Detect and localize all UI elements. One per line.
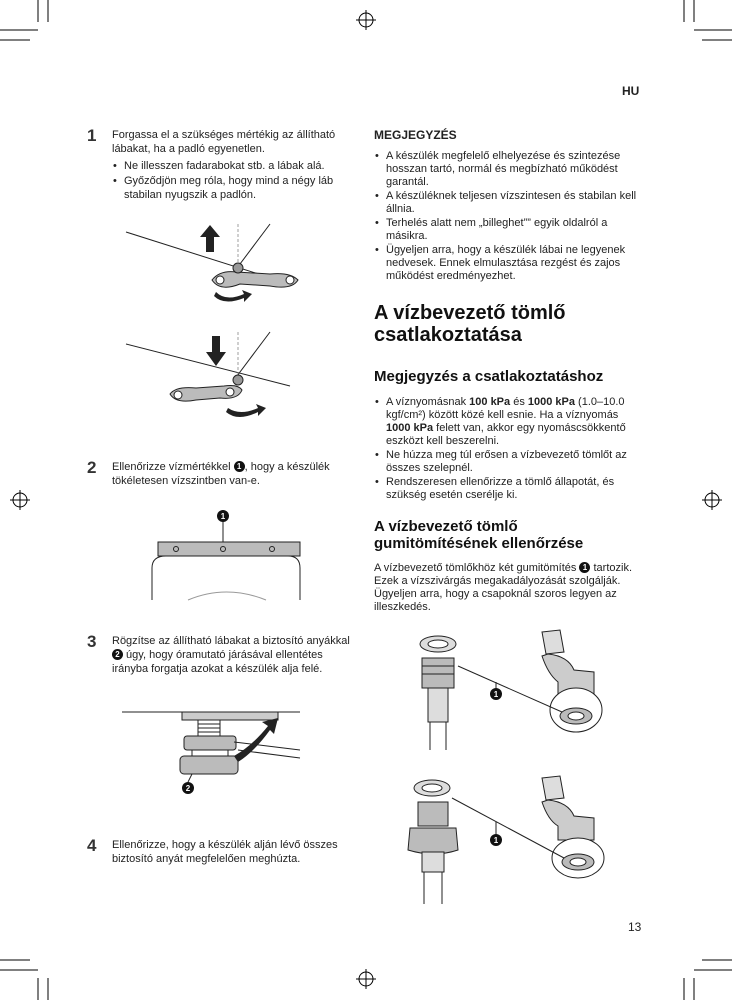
step-1-number: 1	[87, 126, 97, 145]
step-2-text-start: Ellenőrizze vízmértékkel	[112, 461, 234, 473]
text-part: felett van, akkor egy nyomáscsökkentő eszközt kell beszerelni.	[386, 422, 626, 447]
text-part: és	[510, 396, 528, 408]
hose-gasket-illustration-2	[398, 774, 638, 904]
connection-bullets-block	[374, 395, 644, 503]
figure-marker-1: 1	[493, 836, 499, 845]
step-3-text-end: úgy, hogy óramutató járásával ellentétes irányba forgatja azokat a készülék alja felé.	[112, 649, 323, 675]
step-2-text	[112, 460, 357, 488]
gasket-paragraph	[374, 562, 644, 614]
step-3-text	[112, 634, 357, 676]
step-4-text: Ellenőrizze, hogy a készülék alján lévő összes biztosító anyát megfelelően meghúzta.	[112, 839, 338, 865]
marker-1-badge: 1	[234, 461, 245, 472]
spirit-level-illustration	[148, 508, 308, 600]
marker-1-badge: 1	[579, 562, 590, 573]
step-4-number: 4	[87, 836, 97, 855]
list-item: • A készülék megfelelő elhelyezése és szintezése hosszan tartó, normál és megbízható működést garantál.	[374, 150, 644, 189]
foot-lower-illustration	[120, 330, 320, 420]
list-item: • Terhelés alatt nem „billeghet”” egyik oldalról a másikra.	[374, 217, 644, 243]
text-part: (1.0–10.0 kgf/cm²) között közé kell esnie. Ha a víznyomás	[386, 396, 625, 421]
list-item: • Rendszeresen ellenőrizze a tömlő állapotát, és szükség esetén cserélje ki.	[374, 476, 644, 502]
step-3-text-start: Rögzítse az állítható lábakat a biztosító anyákkal	[112, 635, 350, 647]
subsection-title-gasket: A vízbevezető tömlő gumitömítésének ellenőrzése	[374, 518, 584, 552]
figure-marker-1: 1	[493, 690, 499, 699]
text-part: A vízbevezető tömlőkhöz két gumitömítés	[374, 562, 580, 574]
list-item: • Ügyeljen arra, hogy a készülék lábai ne legyenek nedvesek. Ennek elmulasztása rezgést és zajos működést eredményezhet.	[374, 244, 644, 283]
note-title: MEGJEGYZÉS	[374, 128, 457, 142]
step-1-bullets	[112, 159, 357, 202]
hose-gasket-illustration-1	[398, 630, 638, 750]
bold-value: 1000 kPa	[527, 396, 575, 408]
bold-value: 1000 kPa	[386, 422, 434, 434]
page-number: 13	[628, 920, 642, 934]
step-1-text: Forgassa el a szükséges mértékig az állítható lábakat, ha a padló egyenetlen.	[112, 129, 336, 155]
section-title: A vízbevezető tömlő csatlakoztatása	[374, 302, 566, 346]
list-item: • Győződjön meg róla, hogy mind a négy láb stabilan nyugszik a padlón.	[112, 174, 357, 202]
text-part: tartozik. Ezek a vízszivárgás megakadályozását szolgálják. Ügyeljen arra, hogy a csapoknál szoros legyen az illeszkedés.	[374, 562, 633, 613]
figure-marker-2: 2	[185, 784, 191, 793]
list-item: • Ne illesszen fadarabokat stb. a lábak alá.	[112, 159, 357, 173]
text-part: A víznyomásnak	[386, 396, 470, 408]
step-3-number: 3	[87, 632, 97, 651]
step-2-text-end: , hogy a készülék tökéletesen vízszintben van-e.	[112, 461, 330, 487]
list-item: • Ne húzza meg túl erősen a vízbevezető tömlőt az összes szelepnél.	[374, 449, 644, 475]
marker-2-badge: 2	[112, 649, 123, 660]
language-code: HU	[622, 84, 640, 98]
note-bullets-block	[374, 149, 644, 284]
list-item	[374, 396, 644, 448]
step-2-number: 2	[87, 458, 97, 477]
lock-nut-illustration	[122, 704, 302, 824]
step-1-text-block	[112, 128, 357, 203]
foot-raise-illustration	[120, 222, 320, 312]
bold-value: 100 kPa	[469, 396, 511, 408]
figure-marker-1: 1	[220, 512, 226, 521]
list-item: • A készüléknek teljesen vízszintesen és stabilan kell állnia.	[374, 190, 644, 216]
subsection-title-connection: Megjegyzés a csatlakoztatáshoz	[374, 368, 604, 385]
